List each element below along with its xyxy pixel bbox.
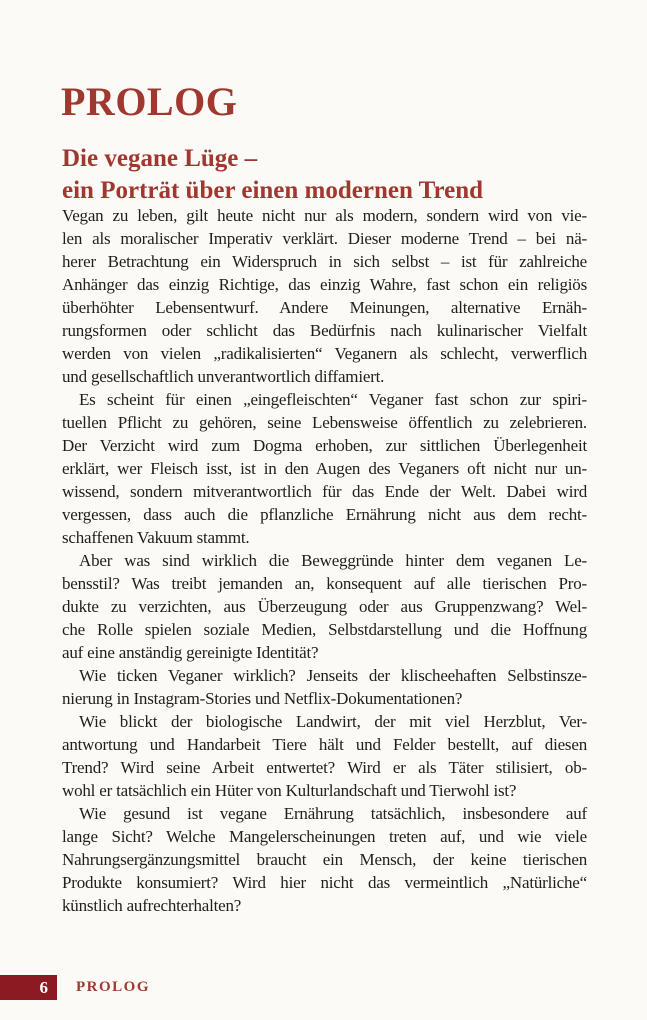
body-paragraph-1-line-8: und gesellschaftlich unverantwortlich diffamiert. <box>62 367 385 386</box>
body-paragraph-4-line-2: nierung in Instagram-Stories und Netflix-Dokumentationen? <box>62 689 463 708</box>
body-paragraph-5-line-2: antwortung und Handarbeit Tiere hält und Felder bestellt, auf diesen <box>62 735 587 754</box>
body-paragraph-2-line-5: wissend, sondern mitverantwortlich für das Ende der Welt. Dabei wird <box>62 482 587 501</box>
chapter-subtitle-line-1: Die vegane Lüge – <box>62 144 258 172</box>
body-paragraph-6-line-1: Wie gesund ist vegane Ernährung tatsächlich, insbesondere auf <box>79 804 587 823</box>
body-paragraph-6-line-4: Produkte konsumiert? Wird hier nicht das vermeintlich „Natürliche“ <box>62 873 587 892</box>
body-paragraph-1-line-5: überhöhter Lebensentwurf. Andere Meinungen, alternative Ernäh- <box>62 298 587 317</box>
body-paragraph-3-line-1: Aber was sind wirklich die Beweggründe hinter dem veganen Le- <box>79 551 587 570</box>
footer-section-label: PROLOG <box>76 979 151 995</box>
body-paragraph-1-line-2: len als moralischer Imperativ verklärt. Dieser moderne Trend – bei nä- <box>62 229 587 248</box>
body-paragraph-3-line-3: dukte zu verzichten, aus Überzeugung oder aus Gruppenzwang? Wel- <box>62 597 587 616</box>
chapter-subtitle-line-2: ein Porträt über einen modernen Trend <box>62 176 484 204</box>
body-paragraph-1-line-1: Vegan zu leben, gilt heute nicht nur als modern, sondern wird von vie- <box>62 206 587 225</box>
body-paragraph-2-line-4: erklärt, wer Fleisch isst, ist in den Augen des Veganers oft nicht nur un- <box>62 459 587 478</box>
body-paragraph-3-line-5: auf eine anständig gereinigte Identität? <box>62 643 319 662</box>
body-paragraph-5-line-1: Wie blickt der biologische Landwirt, der mit viel Herzblut, Ver- <box>79 712 587 731</box>
body-paragraph-2-line-2: tuellen Pflicht zu gehören, seine Lebensweise öffentlich zu zelebrieren. <box>62 413 587 432</box>
footer-page-number-box <box>0 975 57 1000</box>
body-paragraph-1-line-6: rungsformen oder schlicht das Bedürfnis nach kulinarischer Vielfalt <box>62 321 587 340</box>
body-paragraph-6-line-3: Nahrungsergänzungsmittel braucht ein Mensch, der keine tierischen <box>62 850 587 869</box>
body-paragraph-1-line-3: herer Betrachtung ein Widerspruch in sich selbst – ist für zahlreiche <box>62 252 587 271</box>
body-paragraph-6-line-5: künstlich aufrechterhalten? <box>62 896 242 915</box>
body-paragraph-2-line-1: Es scheint für einen „eingefleischten“ Veganer fast schon zur spiri- <box>79 390 587 409</box>
body-paragraph-3-line-2: bensstil? Was treibt jemanden an, konsequent auf alle tierischen Pro- <box>62 574 587 593</box>
body-paragraph-4-line-1: Wie ticken Veganer wirklich? Jenseits der klischeehaften Selbstinsze- <box>79 666 587 685</box>
body-text <box>62 204 587 917</box>
chapter-title: PROLOG <box>61 78 238 124</box>
body-paragraph-1-line-4: Anhänger das einzig Richtige, das einzig Wahre, fast schon ein religiös <box>62 275 587 294</box>
body-paragraph-2-line-3: Der Verzicht wird zum Dogma erhoben, zur sittlichen Überlegenheit <box>62 436 587 455</box>
body-paragraph-2-line-6: vergessen, dass auch die pflanzliche Ernährung nicht aus dem recht- <box>62 505 587 524</box>
body-paragraph-2-line-7: schaffenen Vakuum stammt. <box>62 528 250 547</box>
body-paragraph-5-line-4: wohl er tatsächlich ein Hüter von Kulturlandschaft und Tierwohl ist? <box>62 781 517 800</box>
body-paragraph-6-line-2: lange Sicht? Welche Mangelerscheinungen treten auf, und wie viele <box>62 827 587 846</box>
body-paragraph-3-line-4: che Rolle spielen soziale Medien, Selbstdarstellung und die Hoffnung <box>62 620 587 639</box>
body-paragraph-1-line-7: werden von vielen „radikalisierten“ Veganern als schlecht, verwerflich <box>62 344 587 363</box>
page-number: 6 <box>39 977 48 997</box>
body-paragraph-5-line-3: Trend? Wird seine Arbeit entwertet? Wird er als Täter stilisiert, ob- <box>62 758 587 777</box>
chapter-subtitle <box>62 143 483 207</box>
